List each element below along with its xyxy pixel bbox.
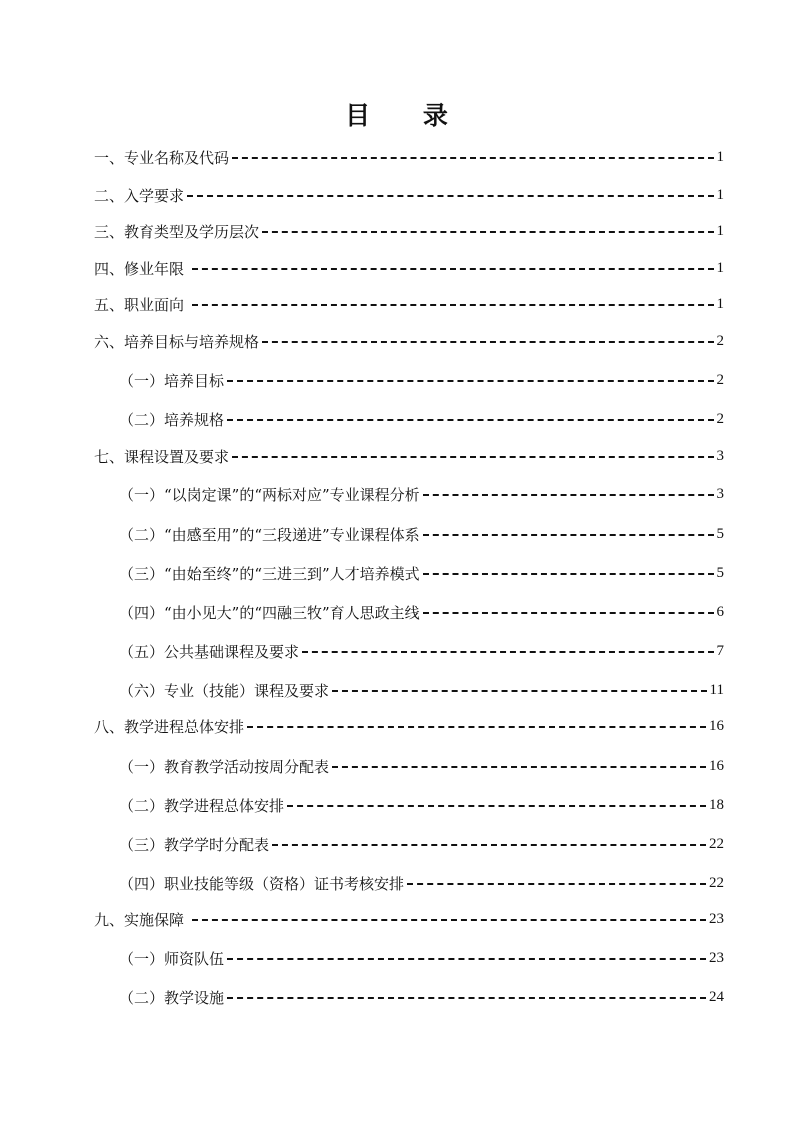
toc-entry[interactable] [119,522,724,546]
toc-entry[interactable] [119,793,724,817]
dot-leader [227,997,706,999]
toc-entry-label: （六）专业（技能）课程及要求 [119,681,330,700]
toc-entry[interactable] [94,145,724,169]
dot-leader [247,726,706,728]
dot-leader [407,883,706,885]
toc-entry-label: （四）职业技能等级（资格）证书考核安排 [119,874,405,893]
toc-entry[interactable] [119,639,724,663]
toc-entry-label: 五、职业面向 [94,295,189,314]
dot-leader [192,304,714,306]
dot-leader [332,690,707,692]
toc-page-number: 11 [709,681,724,698]
toc-entry[interactable] [94,907,724,931]
toc-entry[interactable] [119,832,724,856]
dot-leader [302,651,713,653]
toc-page-number: 23 [709,910,724,927]
toc-page-number: 6 [716,603,724,620]
toc-entry[interactable] [119,985,724,1009]
toc-entry-label: 六、培养目标与培养规格 [94,332,260,351]
toc-entry-label: （一）师资队伍 [119,949,225,968]
toc-entry-label: （一）培养目标 [119,371,225,390]
toc-page-number: 3 [716,485,724,502]
toc-page-number: 7 [716,642,724,659]
page-title: 目 录 [345,101,470,130]
toc-entry-label: （一）“以岗定课”的“两标对应”专业课程分析 [119,485,420,504]
toc-entry-label: 三、教育类型及学历层次 [94,222,260,241]
toc-entry[interactable] [94,183,724,207]
dot-leader [287,805,706,807]
dot-leader [232,157,713,159]
toc-entry-label: （二）培养规格 [119,410,225,429]
toc-entry-label: （二）“由感至用”的“三段递进”专业课程体系 [119,525,420,544]
dot-leader [423,534,714,536]
toc-page-number: 5 [716,564,724,581]
toc-page-number: 1 [716,222,724,239]
toc-page-number: 1 [716,259,724,276]
toc-page-number: 2 [716,410,724,427]
dot-leader [262,231,713,233]
toc-entry[interactable] [94,714,724,738]
toc-page-number: 3 [716,447,724,464]
toc-entry[interactable] [94,292,724,316]
toc-page-number: 23 [709,949,724,966]
toc-entry-label: （四）“由小见大”的“四融三牧”育人思政主线 [119,603,420,622]
toc-page-number: 18 [709,796,724,813]
dot-leader [227,958,706,960]
toc-entry-label: 二、入学要求 [94,186,185,205]
toc-page-number: 16 [709,757,724,774]
toc-entry-label: （三）教学学时分配表 [119,835,270,854]
dot-leader [423,573,714,575]
dot-leader [423,612,714,614]
toc-entry-label: （一）教育教学活动按周分配表 [119,757,330,776]
dot-leader [192,268,714,270]
dot-leader [262,341,713,343]
toc-entry[interactable] [119,368,724,392]
toc-entry[interactable] [94,329,724,353]
toc-page-number: 1 [716,148,724,165]
toc-page-number: 2 [716,332,724,349]
dot-leader [192,919,706,921]
toc-entry[interactable] [119,871,724,895]
toc-entry-label: 四、修业年限 [94,259,189,278]
toc-entry-label: 八、教学进程总体安排 [94,717,245,736]
dot-leader [332,766,706,768]
toc-entry-label: （五）公共基础课程及要求 [119,642,300,661]
toc-entry[interactable] [119,482,724,506]
dot-leader [187,195,713,197]
dot-leader [227,380,713,382]
toc-page-number: 16 [709,717,724,734]
toc-entry-label: （三）“由始至终”的“三进三到”人才培养模式 [119,564,420,583]
toc-entry[interactable] [94,444,724,468]
toc-page-number: 2 [716,371,724,388]
toc-entry[interactable] [119,600,724,624]
toc-entry[interactable] [119,561,724,585]
toc-entry-label: 九、实施保障 [94,910,189,929]
toc-entry[interactable] [94,219,724,243]
toc-entry-label: （二）教学设施 [119,988,225,1007]
toc-page-number: 1 [716,295,724,312]
toc-entry[interactable] [119,407,724,431]
toc-page-number: 22 [709,835,724,852]
dot-leader [232,456,713,458]
dot-leader [423,494,714,496]
toc-entry[interactable] [119,678,724,702]
toc-entry[interactable] [119,754,724,778]
toc-entry-label: （二）教学进程总体安排 [119,796,285,815]
toc-entry-label: 七、课程设置及要求 [94,447,230,466]
toc-page-number: 1 [716,186,724,203]
toc-page-number: 5 [716,525,724,542]
toc-page-number: 24 [709,988,724,1005]
dot-leader [272,844,706,846]
toc-entry[interactable] [94,256,724,280]
toc-page-number: 22 [709,874,724,891]
toc-entry-label: 一、专业名称及代码 [94,148,230,167]
toc-entry[interactable] [119,946,724,970]
dot-leader [227,419,713,421]
